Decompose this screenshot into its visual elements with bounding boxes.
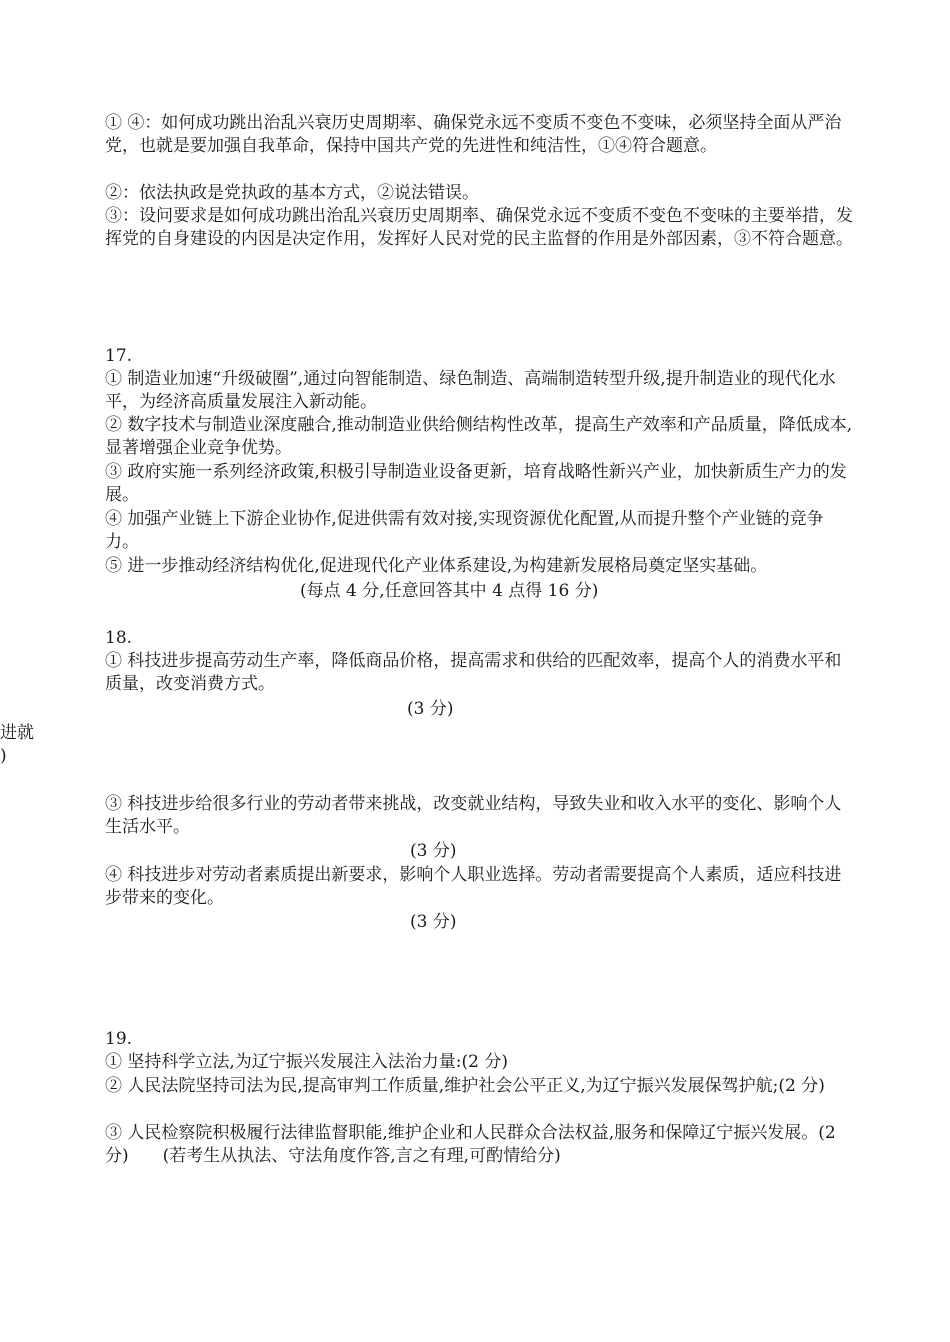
cropped-text-fragment-2: ) [0, 746, 7, 766]
q18-number: 18. [105, 628, 133, 648]
q16-analysis-1: ① ④：如何成功跳出治乱兴衰历史周期率、确保党永远不变质不变色不变味，必须坚持全面从严治党，也就是要加强自我革命，保持中国共产党的先进性和纯洁性，①④符合题意。 [105, 113, 842, 156]
q17-item-2: ② 数字技术与制造业深度融合,推动制造业供给侧结构性改革，提高生产效率和产品质量，降低成本,显著增强企业竞争优势。 [105, 415, 853, 458]
q19-item-3: ③ 人民检察院积极履行法律监督职能,维护企业和人民群众合法权益,服务和保障辽宁振兴发展。(2 分) (若考生从执法、守法角度作答,言之有理,可酌情给分) [105, 1123, 836, 1166]
q17-item-1: ① 制造业加速“升级破圈”,通过向智能制造、绿色制造、高端制造转型升级,提升制造业的现代化水平，为经济高质量发展注入新动能。 [105, 369, 836, 412]
q16-analysis-3: ③：设问要求是如何成功跳出治乱兴衰历史周期率、确保党永远不变质不变色不变味的主要举措，发挥党的自身建设的内因是决定作用，发挥好人民对党的民主监督的作用是外部因素，③不符合题意。 [105, 206, 853, 249]
q17-item-3: ③ 政府实施一系列经济政策,积极引导制造业设备更新，培育战略性新兴产业，加快新质生产力的发展。 [105, 462, 847, 505]
q18-score-3: (3 分) [410, 841, 457, 861]
q18-item-4: ④ 科技进步对劳动者素质提出新要求，影响个人职业选择。劳动者需要提高个人素质，适应科技进步带来的变化。 [105, 865, 842, 908]
q18-score-4: (3 分) [410, 912, 457, 932]
q19-item-2: ② 人民法院坚持司法为民,提高审判工作质量,维护社会公平正义,为辽宁振兴发展保驾护航;(2 分) [105, 1076, 825, 1096]
q17-item-5: ⑤ 进一步推动经济结构优化,促进现代化产业体系建设,为构建新发展格局奠定坚实基础。 [105, 556, 768, 576]
q19-item-1: ① 坚持科学立法,为辽宁振兴发展注入法治力量:(2 分) [105, 1052, 509, 1072]
q17-score-note: (每点 4 分,任意回答其中 4 点得 16 分) [300, 581, 599, 601]
q17-item-4: ④ 加强产业链上下游企业协作,促进供需有效对接,实现资源优化配置,从而提升整个产业链的竞争力。 [105, 509, 824, 552]
q19-number: 19. [105, 1029, 133, 1049]
q18-item-3: ③ 科技进步给很多行业的劳动者带来挑战，改变就业结构，导致失业和收入水平的变化、影响个人生活水平。 [105, 794, 842, 837]
q17-number: 17. [105, 346, 133, 366]
q18-score-1: (3 分) [407, 699, 454, 719]
q18-item-1: ① 科技进步提高劳动生产率，降低商品价格，提高需求和供给的匹配效率，提高个人的消费水平和质量，改变消费方式。 [105, 651, 842, 694]
cropped-text-fragment-1: 进就 [0, 723, 34, 743]
q16-analysis-2: ②：依法执政是党执政的基本方式，②说法错误。 [105, 183, 479, 203]
